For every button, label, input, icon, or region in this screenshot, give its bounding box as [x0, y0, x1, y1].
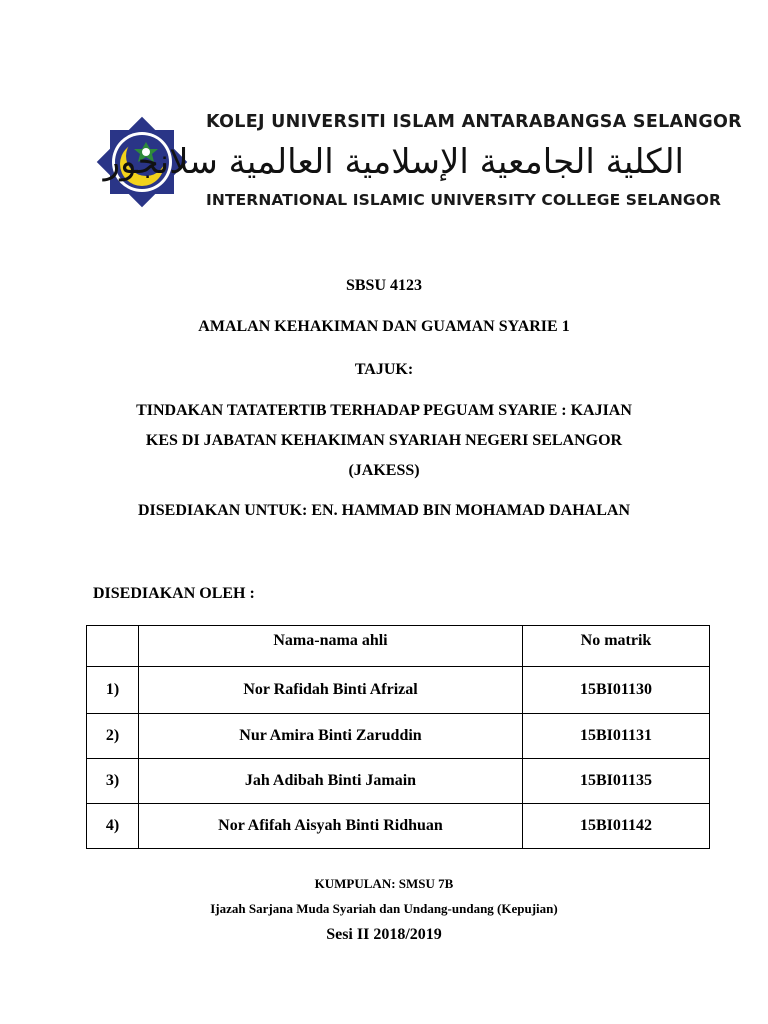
matric-number: 15BI01142	[523, 804, 710, 849]
member-name: Nor Afifah Aisyah Binti Ridhuan	[139, 804, 523, 849]
institution-name-english: INTERNATIONAL ISLAMIC UNIVERSITY COLLEGE SELANGOR	[206, 191, 722, 209]
member-name: Nur Amira Binti Zaruddin	[139, 714, 523, 759]
header-cell-number	[87, 626, 139, 667]
table-row	[87, 714, 710, 759]
matric-number: 15BI01130	[523, 667, 710, 714]
title-line: (JAKESS)	[348, 462, 420, 479]
tajuk-label: TAJUK:	[354, 361, 414, 378]
course-code: SBSU 4123	[345, 277, 423, 294]
degree-label: Ijazah Sarjana Muda Syariah dan Undang-undang (Kepujian)	[210, 901, 558, 916]
prepared-by-label: DISEDIAKAN OLEH :	[93, 585, 255, 602]
row-number: 1)	[87, 667, 139, 714]
row-number: 3)	[87, 759, 139, 804]
institution-name-malay: KOLEJ UNIVERSITI ISLAM ANTARABANGSA SELANGOR	[206, 112, 742, 132]
table-row	[87, 759, 710, 804]
institution-header	[96, 108, 742, 218]
member-name: Jah Adibah Binti Jamain	[139, 759, 523, 804]
matric-number: 15BI01131	[523, 714, 710, 759]
matric-number: 15BI01135	[523, 759, 710, 804]
header-cell-matric: No matrik	[523, 626, 710, 667]
table-row	[87, 667, 710, 714]
title-line: TINDAKAN TATATERTIB TERHADAP PEGUAM SYARIE : KAJIAN	[136, 402, 632, 419]
institution-name-arabic: الكلية الجامعية الإسلامية العالمية سلانجور	[103, 142, 684, 182]
table-header-row	[87, 626, 710, 667]
assignment-title	[84, 396, 684, 486]
members-table	[86, 625, 710, 849]
row-number: 2)	[87, 714, 139, 759]
row-number: 4)	[87, 804, 139, 849]
course-name: AMALAN KEHAKIMAN DAN GUAMAN SYARIE 1	[198, 318, 570, 335]
group-label: KUMPULAN: SMSU 7B	[314, 876, 454, 891]
session-label: Sesi II 2018/2019	[326, 926, 442, 943]
table-row	[87, 804, 710, 849]
title-line: KES DI JABATAN KEHAKIMAN SYARIAH NEGERI SELANGOR	[145, 432, 623, 449]
prepared-for: DISEDIAKAN UNTUK: EN. HAMMAD BIN MOHAMAD DAHALAN	[138, 502, 630, 519]
member-name: Nor Rafidah Binti Afrizal	[139, 667, 523, 714]
header-cell-name: Nama-nama ahli	[139, 626, 523, 667]
